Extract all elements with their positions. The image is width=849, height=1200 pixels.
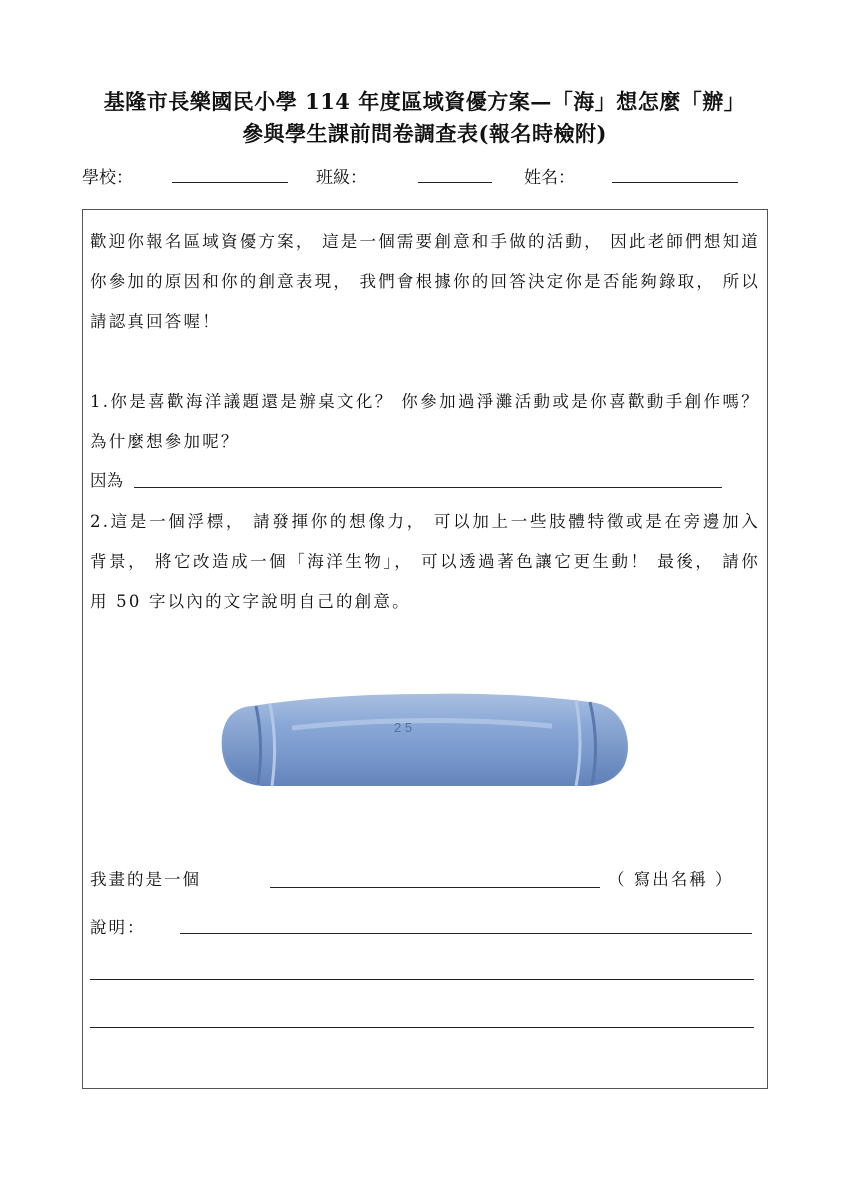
draw-hint: （ 寫出名稱 ） (608, 870, 734, 889)
info-row (82, 163, 772, 189)
intro-paragraph: 歡迎你報名區域資優方案， 這是一個需要創意和手做的活動， 因此老師們想知道你參加的原因和你的創意表現， 我們會根據你的回答決定你是否能夠錄取， 所以請認真回答喔！ (90, 232, 760, 331)
because-label: 因為 (90, 471, 123, 490)
because-answer-line[interactable] (134, 486, 722, 488)
buoy-image (212, 688, 640, 826)
school-label: 學校： (82, 168, 133, 188)
class-label: 班級： (316, 168, 367, 188)
question-2: 2.這是一個浮標， 請發揮你的想像力， 可以加上一些肢體特徵或是在旁邊加入背景， 將它改造成一個「海洋生物」， 可以透過著色讓它更生動！ 最後， 請你用 50 字以內的文字說明自己的創意。 (90, 512, 760, 611)
name-label: 姓名： (524, 168, 575, 188)
because-row (90, 465, 730, 495)
explain-line-1[interactable] (180, 932, 752, 934)
title-line-1: 基隆市長樂國民小學 114 年度區域資優方案—「海」想怎麼「辦」 (103, 89, 746, 114)
name-field[interactable] (612, 181, 738, 183)
explain-line-2[interactable] (90, 978, 754, 980)
explain-label: 說明： (90, 918, 146, 937)
question-1: 1.你是喜歡海洋議題還是辦桌文化？ 你參加過淨灘活動或是你喜歡動手創作嗎？ 為什麼想參加呢？ (90, 392, 760, 451)
explain-line-3[interactable] (90, 1026, 754, 1028)
title-line-2: 參與學生課前問卷調查表(報名時檢附) (242, 121, 607, 146)
school-field[interactable] (172, 181, 288, 183)
explain-row (90, 910, 758, 940)
svg-text:2 5: 2 5 (394, 720, 413, 735)
draw-label: 我畫的是一個 (90, 870, 201, 889)
draw-name-line[interactable] (270, 886, 600, 888)
class-field[interactable] (418, 181, 492, 183)
draw-name-row (90, 862, 758, 892)
